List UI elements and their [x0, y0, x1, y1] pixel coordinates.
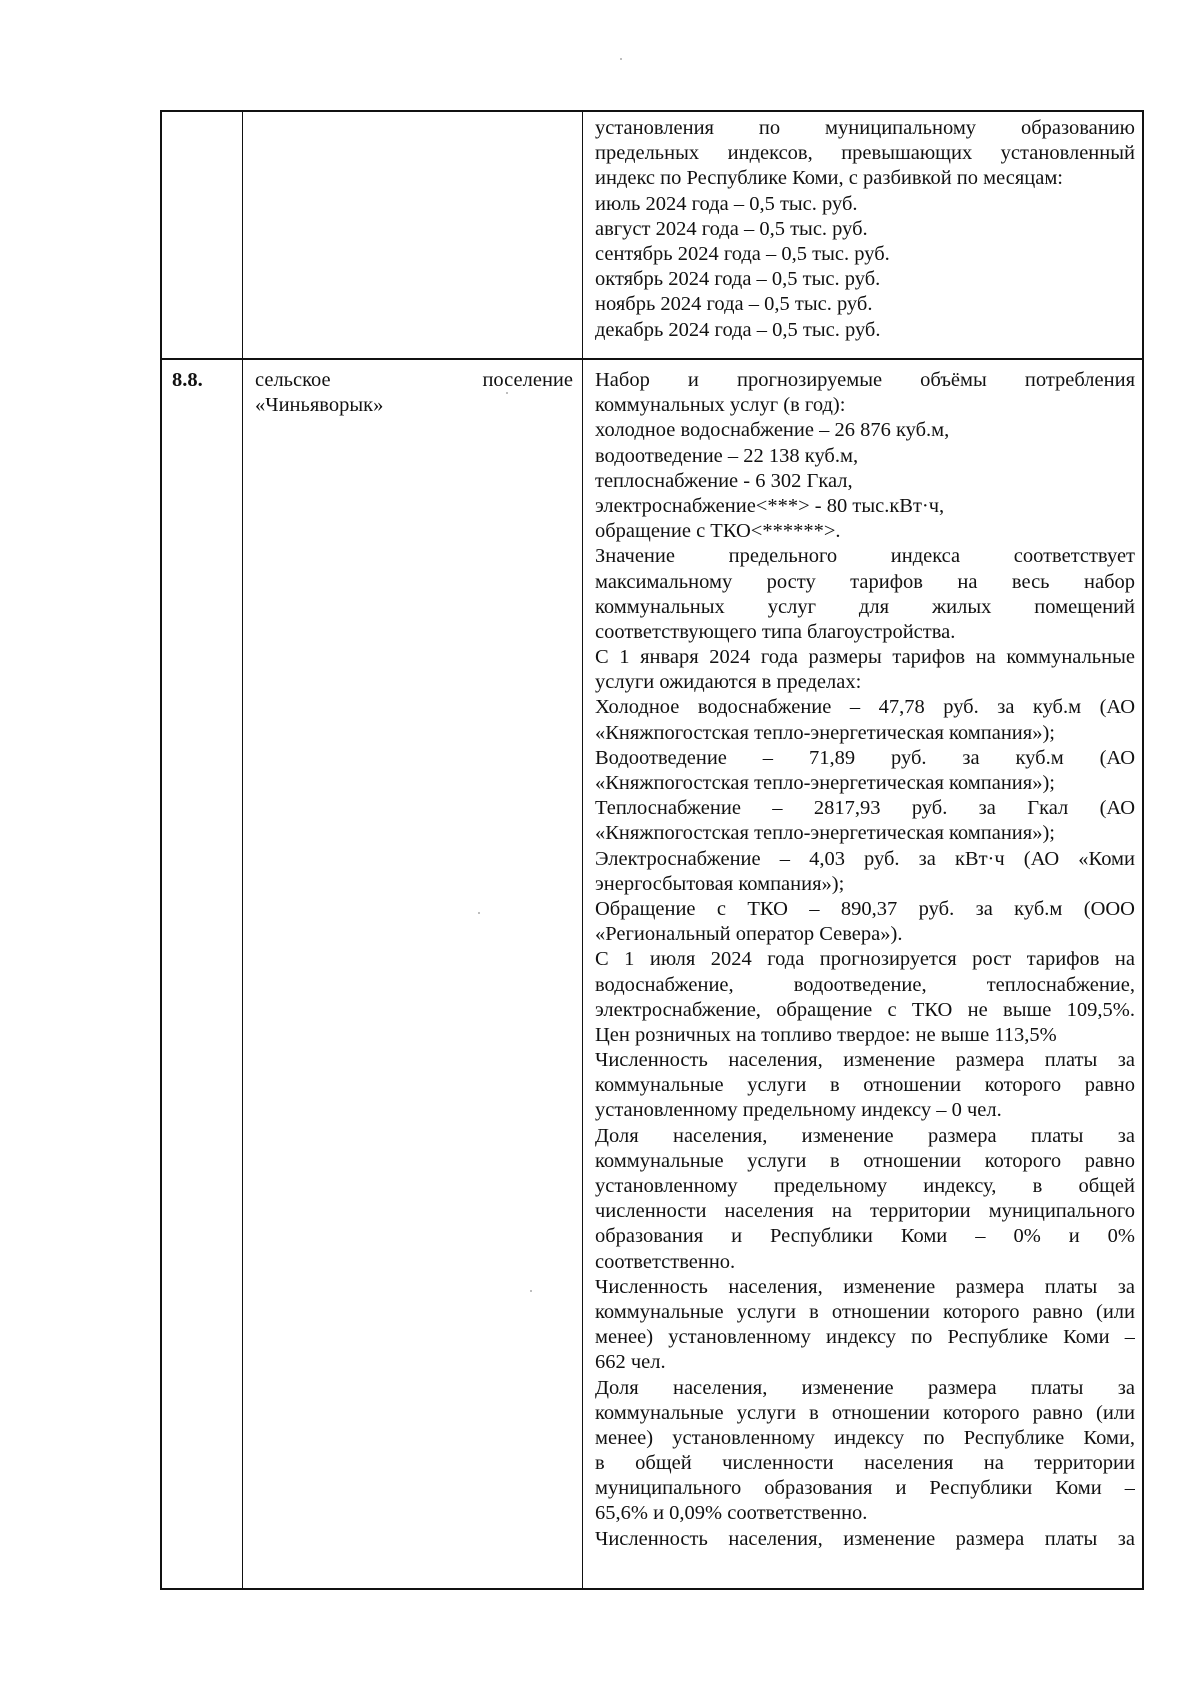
row-number: 8.8.: [172, 369, 203, 391]
text-line: Цен розничных на топливо твердое: не выше 113,5%: [595, 1023, 1057, 1046]
text-line: Доля населения, изменение размера платы за: [595, 1124, 1135, 1147]
text-line: холодное водоснабжение – 26 876 куб.м,: [595, 419, 950, 442]
text-line: «Региональный оператор Севера»).: [595, 923, 903, 946]
text-line: установления по муниципальному образованию: [595, 117, 1135, 139]
text-line: Водоотведение – 71,89 руб. за куб.м (АО: [595, 746, 1135, 769]
text-line: коммунальные услуги в отношении которого равно (или: [595, 1401, 1135, 1424]
municipality-name-line1: сельское поселение: [255, 369, 573, 391]
scan-speck: [506, 392, 508, 394]
text-line: коммунальные услуги в отношении которого равно (или: [595, 1300, 1135, 1323]
row1-content-cell: [595, 116, 1135, 343]
text-line: водоснабжение, водоотведение, теплоснабжение,: [595, 973, 1135, 996]
text-line: максимальному росту тарифов на весь набор: [595, 570, 1135, 593]
text-line: Доля населения, изменение размера платы за: [595, 1376, 1135, 1399]
scan-speck: [620, 58, 622, 60]
text-line: Холодное водоснабжение – 47,78 руб. за куб.м (АО: [595, 696, 1135, 719]
text-line: соответствующего типа благоустройства.: [595, 620, 956, 643]
text-line: «Княжпогостская тепло-энергетическая компания»);: [595, 772, 1055, 794]
text-line: менее) установленному индексу по Республике Коми,: [595, 1426, 1135, 1449]
text-line: Численность населения, изменение размера платы за: [595, 1275, 1135, 1298]
text-line: образования и Республики Коми – 0% и 0%: [595, 1225, 1135, 1248]
text-line: Обращение с ТКО – 890,37 руб. за куб.м (ООО: [595, 897, 1135, 920]
text-line: водоотведение – 22 138 куб.м,: [595, 444, 859, 467]
scan-speck: [478, 912, 480, 914]
text-line: Значение предельного индекса соответствует: [595, 545, 1135, 568]
row2-content-cell: [595, 368, 1135, 1552]
scan-speck: [530, 1290, 532, 1292]
text-line: коммунальных услуг для жилых помещений: [595, 595, 1135, 618]
text-line: октябрь 2024 года – 0,5 тыс. руб.: [595, 268, 881, 291]
text-line: соответственно.: [595, 1250, 736, 1273]
text-line: сентябрь 2024 года – 0,5 тыс. руб.: [595, 242, 890, 265]
column-divider-1: [242, 112, 243, 1588]
text-line: коммунальные услуги в отношении которого равно: [595, 1074, 1135, 1097]
text-line: «Княжпогостская тепло-энергетическая компания»);: [595, 822, 1055, 845]
text-line: менее) установленному индексу по Республике Коми –: [595, 1326, 1135, 1349]
row-divider: [162, 358, 1142, 360]
text-line: Набор и прогнозируемые объёмы потребления: [595, 369, 1135, 391]
text-line: услуги ожидаются в пределах:: [595, 671, 862, 694]
text-line: 65,6% и 0,09% соответственно.: [595, 1502, 868, 1525]
municipality-name-cell: [255, 368, 573, 418]
text-line: август 2024 года – 0,5 тыс. руб.: [595, 217, 868, 240]
text-line: С 1 июля 2024 года прогнозируется рост тарифов на: [595, 948, 1135, 971]
text-line: электроснабжение<***> - 80 тыс.кВт·ч,: [595, 494, 945, 517]
text-line: теплоснабжение - 6 302 Гкал,: [595, 469, 853, 492]
text-line: Численность населения, изменение размера платы за: [595, 1527, 1135, 1550]
text-line: коммунальных услуг (в год):: [595, 394, 846, 417]
text-line: индекс по Республике Коми, с разбивкой по месяцам:: [595, 167, 1063, 190]
text-line: декабрь 2024 года – 0,5 тыс. руб.: [595, 318, 881, 341]
text-line: С 1 января 2024 года размеры тарифов на коммунальные: [595, 646, 1135, 669]
text-line: 662 чел.: [595, 1351, 666, 1374]
text-line: электроснабжение, обращение с ТКО не выше 109,5%.: [595, 998, 1135, 1021]
text-line: июль 2024 года – 0,5 тыс. руб.: [595, 192, 858, 215]
text-line: в общей численности населения на территории: [595, 1452, 1135, 1475]
text-line: обращение с ТКО<******>.: [595, 520, 841, 543]
text-line: муниципального образования и Республики Коми –: [595, 1477, 1135, 1500]
text-line: предельных индексов, превышающих установленный: [595, 142, 1135, 165]
text-line: энергосбытовая компания»);: [595, 872, 845, 895]
text-line: численности населения на территории муниципального: [595, 1200, 1135, 1223]
text-line: установленному предельному индексу, в общей: [595, 1175, 1135, 1197]
text-line: коммунальные услуги в отношении которого равно: [595, 1149, 1135, 1172]
text-line: установленному предельному индексу – 0 чел.: [595, 1099, 1002, 1122]
text-line: ноябрь 2024 года – 0,5 тыс. руб.: [595, 293, 873, 316]
text-line: Численность населения, изменение размера платы за: [595, 1049, 1135, 1072]
municipality-name-line2: «Чиньяворык»: [255, 394, 384, 417]
text-line: Теплоснабжение – 2817,93 руб. за Гкал (АО: [595, 797, 1135, 820]
text-line: Электроснабжение – 4,03 руб. за кВт·ч (АО «Коми: [595, 847, 1135, 870]
tariff-table: [160, 110, 1144, 1590]
column-divider-2: [582, 112, 583, 1588]
text-line: «Княжпогостская тепло-энергетическая компания»);: [595, 721, 1055, 744]
